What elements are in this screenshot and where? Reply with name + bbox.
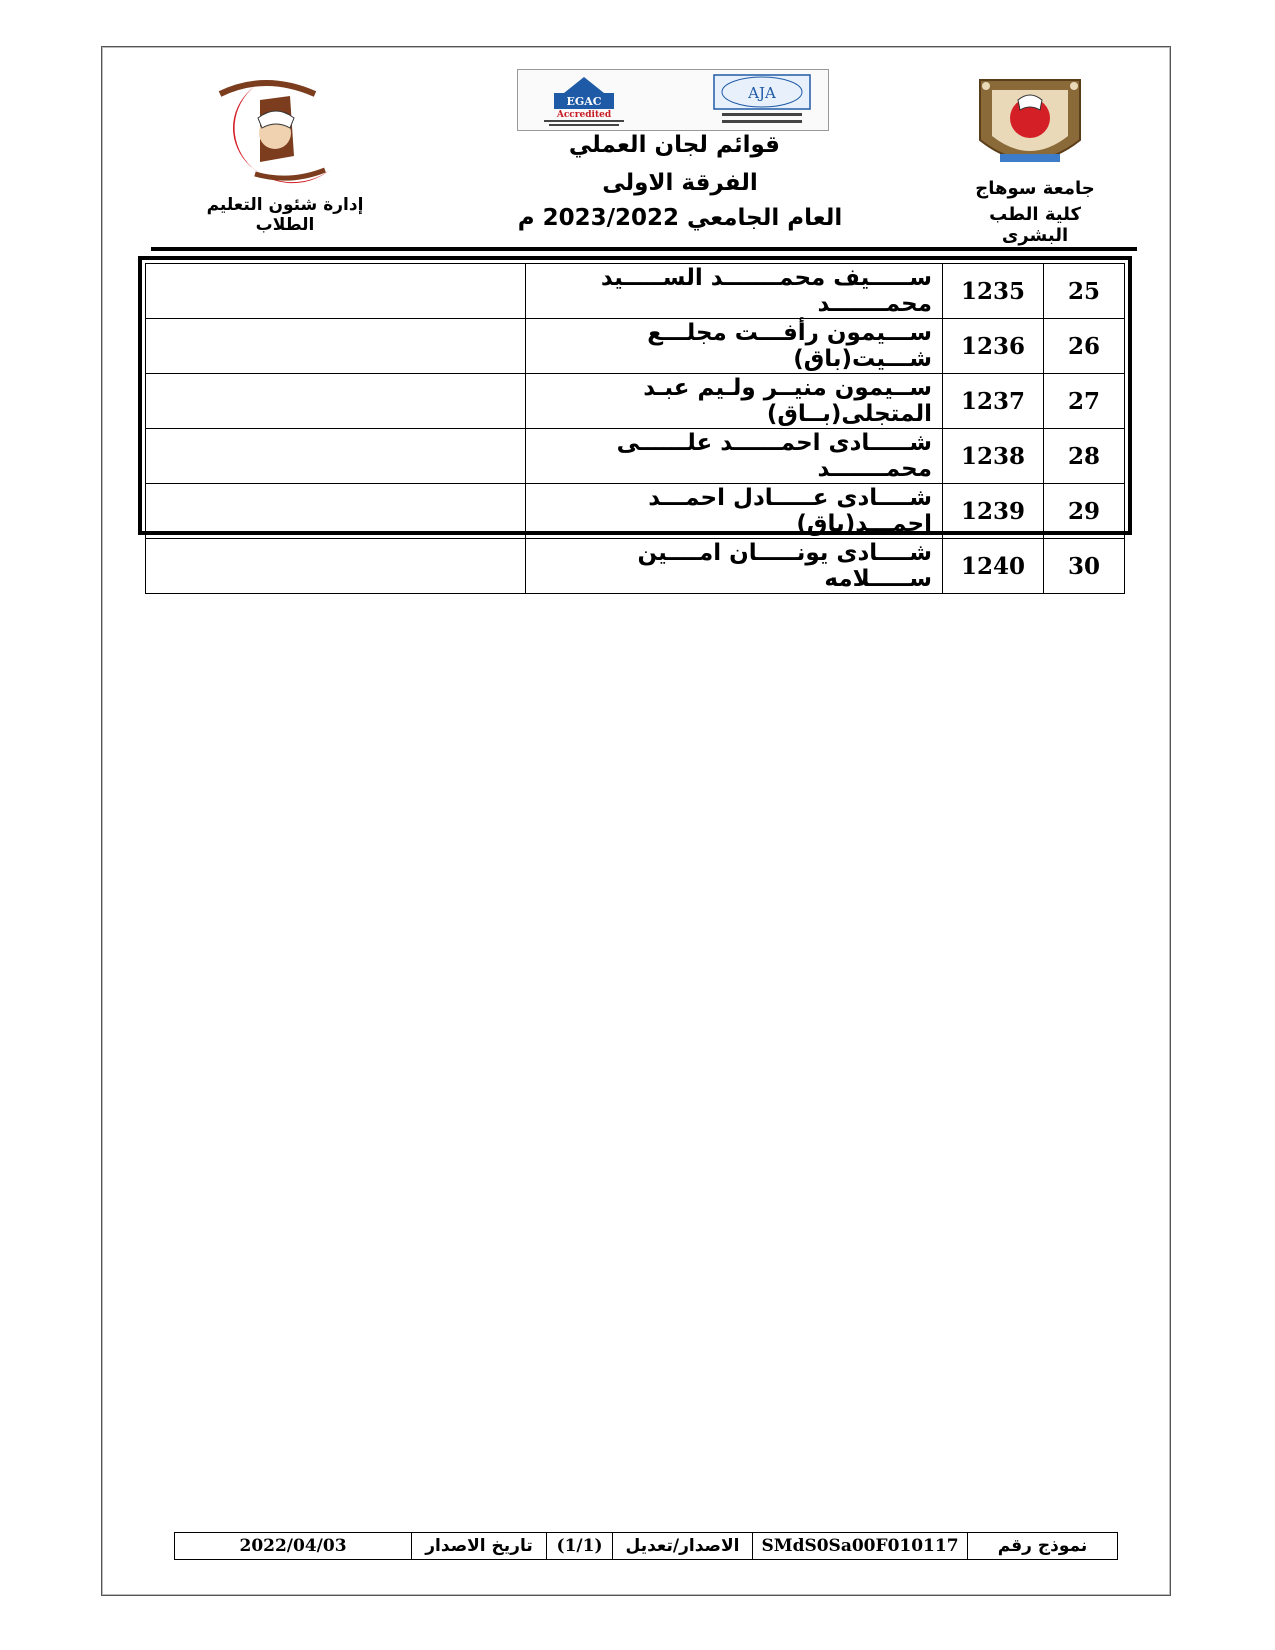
table-row <box>146 374 1125 429</box>
student-name: ســـــيف محمـــــــد الســـــيد محمـــــــد <box>526 264 943 319</box>
faculty-name: كلية الطب البشرى <box>989 204 1081 246</box>
table-row <box>146 319 1125 374</box>
student-name: شــــادى عـــــادل احمـــد احمـــد(باق) <box>526 484 943 539</box>
header-divider <box>151 247 1137 251</box>
form-number: SMdS0Sa00F010117 <box>752 1533 967 1559</box>
roster-table <box>145 263 1125 594</box>
seat-number: 1238 <box>943 429 1044 484</box>
notes-cell <box>146 374 526 429</box>
row-number: 29 <box>1044 484 1125 539</box>
student-name: شـــــادى احمــــــد علــــــى محمـــــــد <box>526 429 943 484</box>
certification-logos <box>517 69 829 131</box>
student-name: شــــادى يونـــــان امــــين ســـــلامه <box>526 539 943 594</box>
issue-date-label: تاريخ الاصدار <box>411 1533 546 1559</box>
notes-cell <box>146 539 526 594</box>
roster-table-frame <box>138 256 1132 592</box>
form-number-label: نموذج رقم <box>967 1533 1117 1559</box>
row-number: 28 <box>1044 429 1125 484</box>
issue-date: 2022/04/03 <box>239 1536 347 1556</box>
seat-number: 1240 <box>943 539 1044 594</box>
table-row <box>146 539 1125 594</box>
sohag-university-seal <box>970 70 1090 178</box>
table-row <box>146 264 1125 319</box>
academic-level: الفرقة الاولى <box>602 170 758 196</box>
page-title: قوائم لجان العملي <box>568 132 780 158</box>
revision-label: الاصدار/تعديل <box>612 1533 752 1559</box>
row-number: 30 <box>1044 539 1125 594</box>
department-name: إدارة شئون التعليم الطلاب <box>206 195 364 235</box>
student-name: ســيمون منيــر ولـيم عبـد المتجلى(بــاق) <box>526 374 943 429</box>
svg-text:Accredited: Accredited <box>556 110 612 120</box>
student-name: ســـيمون رأفـــت مجلـــع شـــيت(باق) <box>526 319 943 374</box>
seat-number: 1237 <box>943 374 1044 429</box>
seat-number: 1236 <box>943 319 1044 374</box>
seat-number: 1239 <box>943 484 1044 539</box>
svg-text:EGAC: EGAC <box>566 95 602 108</box>
aja-iso-logo <box>704 73 820 127</box>
egac-accredited-logo <box>524 73 664 127</box>
row-number: 27 <box>1044 374 1125 429</box>
faculty-medicine-logo <box>160 78 350 184</box>
row-number: 26 <box>1044 319 1125 374</box>
row-number: 25 <box>1044 264 1125 319</box>
seat-number: 1235 <box>943 264 1044 319</box>
revision-value: (1/1) <box>546 1533 612 1559</box>
notes-cell <box>146 264 526 319</box>
document-footer <box>174 1532 1118 1560</box>
university-name: جامعة سوهاج <box>975 178 1095 199</box>
notes-cell <box>146 429 526 484</box>
table-row <box>146 484 1125 539</box>
academic-year: العام الجامعي 2023/2022 م <box>517 205 843 231</box>
notes-cell <box>146 319 526 374</box>
table-row <box>146 429 1125 484</box>
svg-text:AJA: AJA <box>748 84 776 102</box>
notes-cell <box>146 484 526 539</box>
